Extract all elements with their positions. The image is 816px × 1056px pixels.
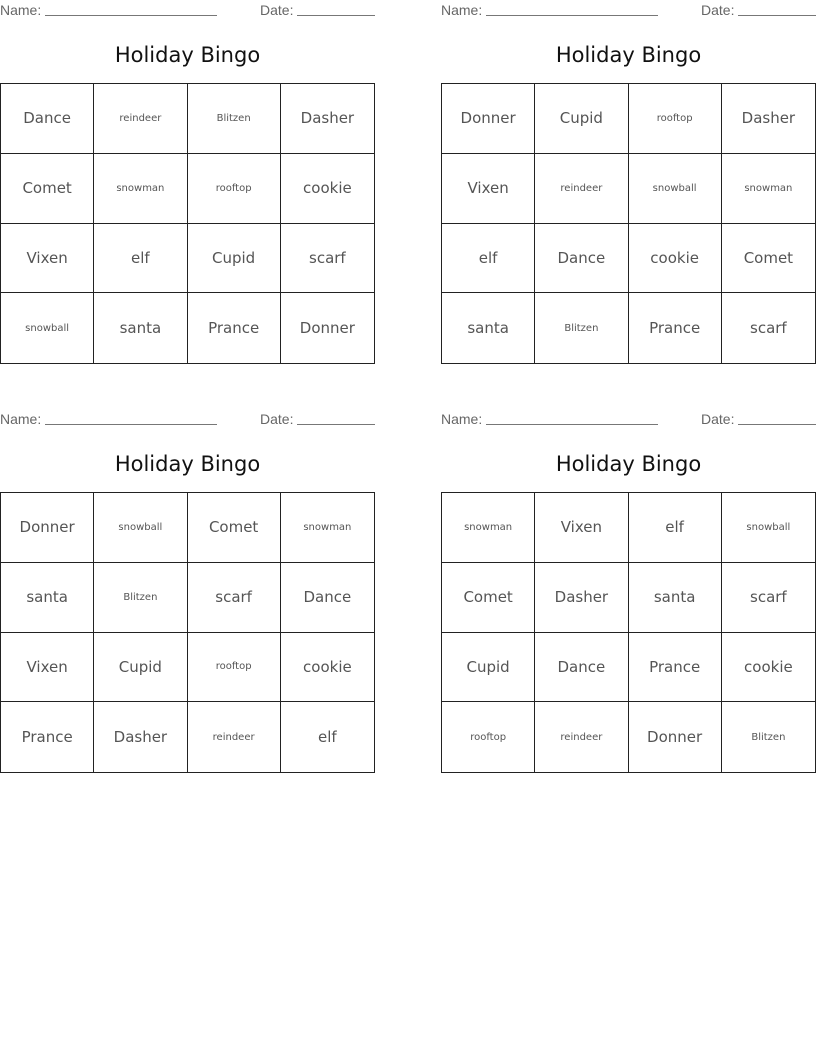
date-field-line[interactable] xyxy=(738,424,816,425)
bingo-cell: reindeer xyxy=(535,154,628,224)
bingo-cell: Dasher xyxy=(94,702,187,772)
bingo-cell: Vixen xyxy=(442,154,535,224)
bingo-cell: scarf xyxy=(722,563,815,633)
bingo-cell: santa xyxy=(442,293,535,363)
bingo-cell: Donner xyxy=(299,319,355,338)
bingo-cell: Cupid xyxy=(188,224,281,294)
bingo-cell: elf xyxy=(629,493,722,563)
bingo-cell: Dasher xyxy=(281,84,374,154)
name-date-header xyxy=(0,411,375,429)
name-field-line[interactable] xyxy=(486,15,658,16)
bingo-cell: snowball xyxy=(722,493,815,563)
bingo-grid xyxy=(441,492,816,773)
bingo-cell: santa xyxy=(629,563,722,633)
bingo-cell: rooftop xyxy=(188,633,281,703)
bingo-cell: snowman xyxy=(722,154,815,224)
name-label: Name: xyxy=(441,411,483,427)
bingo-cell: Blitzen xyxy=(751,731,786,743)
bingo-card-2 xyxy=(441,0,816,364)
bingo-cell: Donner xyxy=(629,702,722,772)
date-field-line[interactable] xyxy=(297,424,375,425)
bingo-cell: Blitzen xyxy=(94,563,187,633)
bingo-cell: reindeer xyxy=(188,702,281,772)
date-label: Date: xyxy=(260,2,294,18)
bingo-cell: snowman xyxy=(442,493,535,563)
bingo-cell: Dasher xyxy=(535,563,628,633)
bingo-cell: Comet xyxy=(1,154,94,224)
bingo-cell: Prance xyxy=(1,702,94,772)
bingo-cell: snowman xyxy=(281,493,374,563)
name-field-line[interactable] xyxy=(45,15,217,16)
bingo-card-4 xyxy=(441,409,816,773)
card-title: Holiday Bingo xyxy=(114,452,261,476)
bingo-cell: Comet xyxy=(188,493,281,563)
bingo-cell: Dance xyxy=(535,224,628,294)
name-date-header xyxy=(441,411,816,429)
bingo-cell: snowball xyxy=(94,493,187,563)
name-field-line[interactable] xyxy=(45,424,217,425)
bingo-cell: santa xyxy=(1,563,94,633)
bingo-cell: scarf xyxy=(188,563,281,633)
card-title: Holiday Bingo xyxy=(555,452,702,476)
bingo-cell: Prance xyxy=(188,293,281,363)
card-title: Holiday Bingo xyxy=(555,43,702,67)
date-field-line[interactable] xyxy=(738,15,816,16)
date-label: Date: xyxy=(701,2,735,18)
bingo-cell: Cupid xyxy=(535,84,628,154)
bingo-cell: reindeer xyxy=(535,702,628,772)
bingo-cell: Cupid xyxy=(442,633,535,703)
date-field-line[interactable] xyxy=(297,15,375,16)
name-label: Name: xyxy=(441,2,483,18)
bingo-cell: Blitzen xyxy=(188,84,281,154)
bingo-cell: Blitzen xyxy=(535,293,628,363)
bingo-card-1 xyxy=(0,0,375,364)
bingo-grid xyxy=(0,83,375,364)
bingo-grid xyxy=(0,492,375,773)
bingo-cell: Prance xyxy=(629,293,722,363)
name-label: Name: xyxy=(0,411,42,427)
bingo-cell: cookie xyxy=(722,633,815,703)
bingo-cell: Comet xyxy=(442,563,535,633)
bingo-cell: Vixen xyxy=(1,224,94,294)
card-title: Holiday Bingo xyxy=(114,43,261,67)
bingo-cell: Dance xyxy=(535,633,628,703)
name-date-header xyxy=(441,2,816,20)
bingo-cell: Vixen xyxy=(1,633,94,703)
bingo-cell: rooftop xyxy=(442,702,535,772)
bingo-cell: cookie xyxy=(281,154,374,224)
bingo-grid xyxy=(441,83,816,364)
bingo-cell: elf xyxy=(442,224,535,294)
bingo-cell: scarf xyxy=(281,224,374,294)
bingo-cell: Vixen xyxy=(535,493,628,563)
name-date-header xyxy=(0,2,375,20)
bingo-cell: reindeer xyxy=(94,84,187,154)
bingo-cell: Prance xyxy=(629,633,722,703)
date-label: Date: xyxy=(260,411,294,427)
bingo-cell: Dance xyxy=(1,84,94,154)
bingo-cell: Cupid xyxy=(94,633,187,703)
bingo-cell: snowball xyxy=(1,293,94,363)
name-field-line[interactable] xyxy=(486,424,658,425)
bingo-cell: snowball xyxy=(629,154,722,224)
date-label: Date: xyxy=(701,411,735,427)
bingo-cell: snowman xyxy=(94,154,187,224)
bingo-cell: cookie xyxy=(281,633,374,703)
bingo-cell: rooftop xyxy=(629,84,722,154)
bingo-card-3 xyxy=(0,409,375,773)
name-label: Name: xyxy=(0,2,42,18)
bingo-cell: cookie xyxy=(629,224,722,294)
bingo-cell: santa xyxy=(94,293,187,363)
bingo-cell: Donner xyxy=(442,84,535,154)
bingo-cell: elf xyxy=(94,224,187,294)
bingo-cell: scarf xyxy=(750,319,787,338)
bingo-cell: Dasher xyxy=(722,84,815,154)
bingo-cell: Dance xyxy=(281,563,374,633)
bingo-cell: Comet xyxy=(722,224,815,294)
bingo-cell: rooftop xyxy=(188,154,281,224)
bingo-cell: elf xyxy=(318,728,337,747)
bingo-cell: Donner xyxy=(1,493,94,563)
